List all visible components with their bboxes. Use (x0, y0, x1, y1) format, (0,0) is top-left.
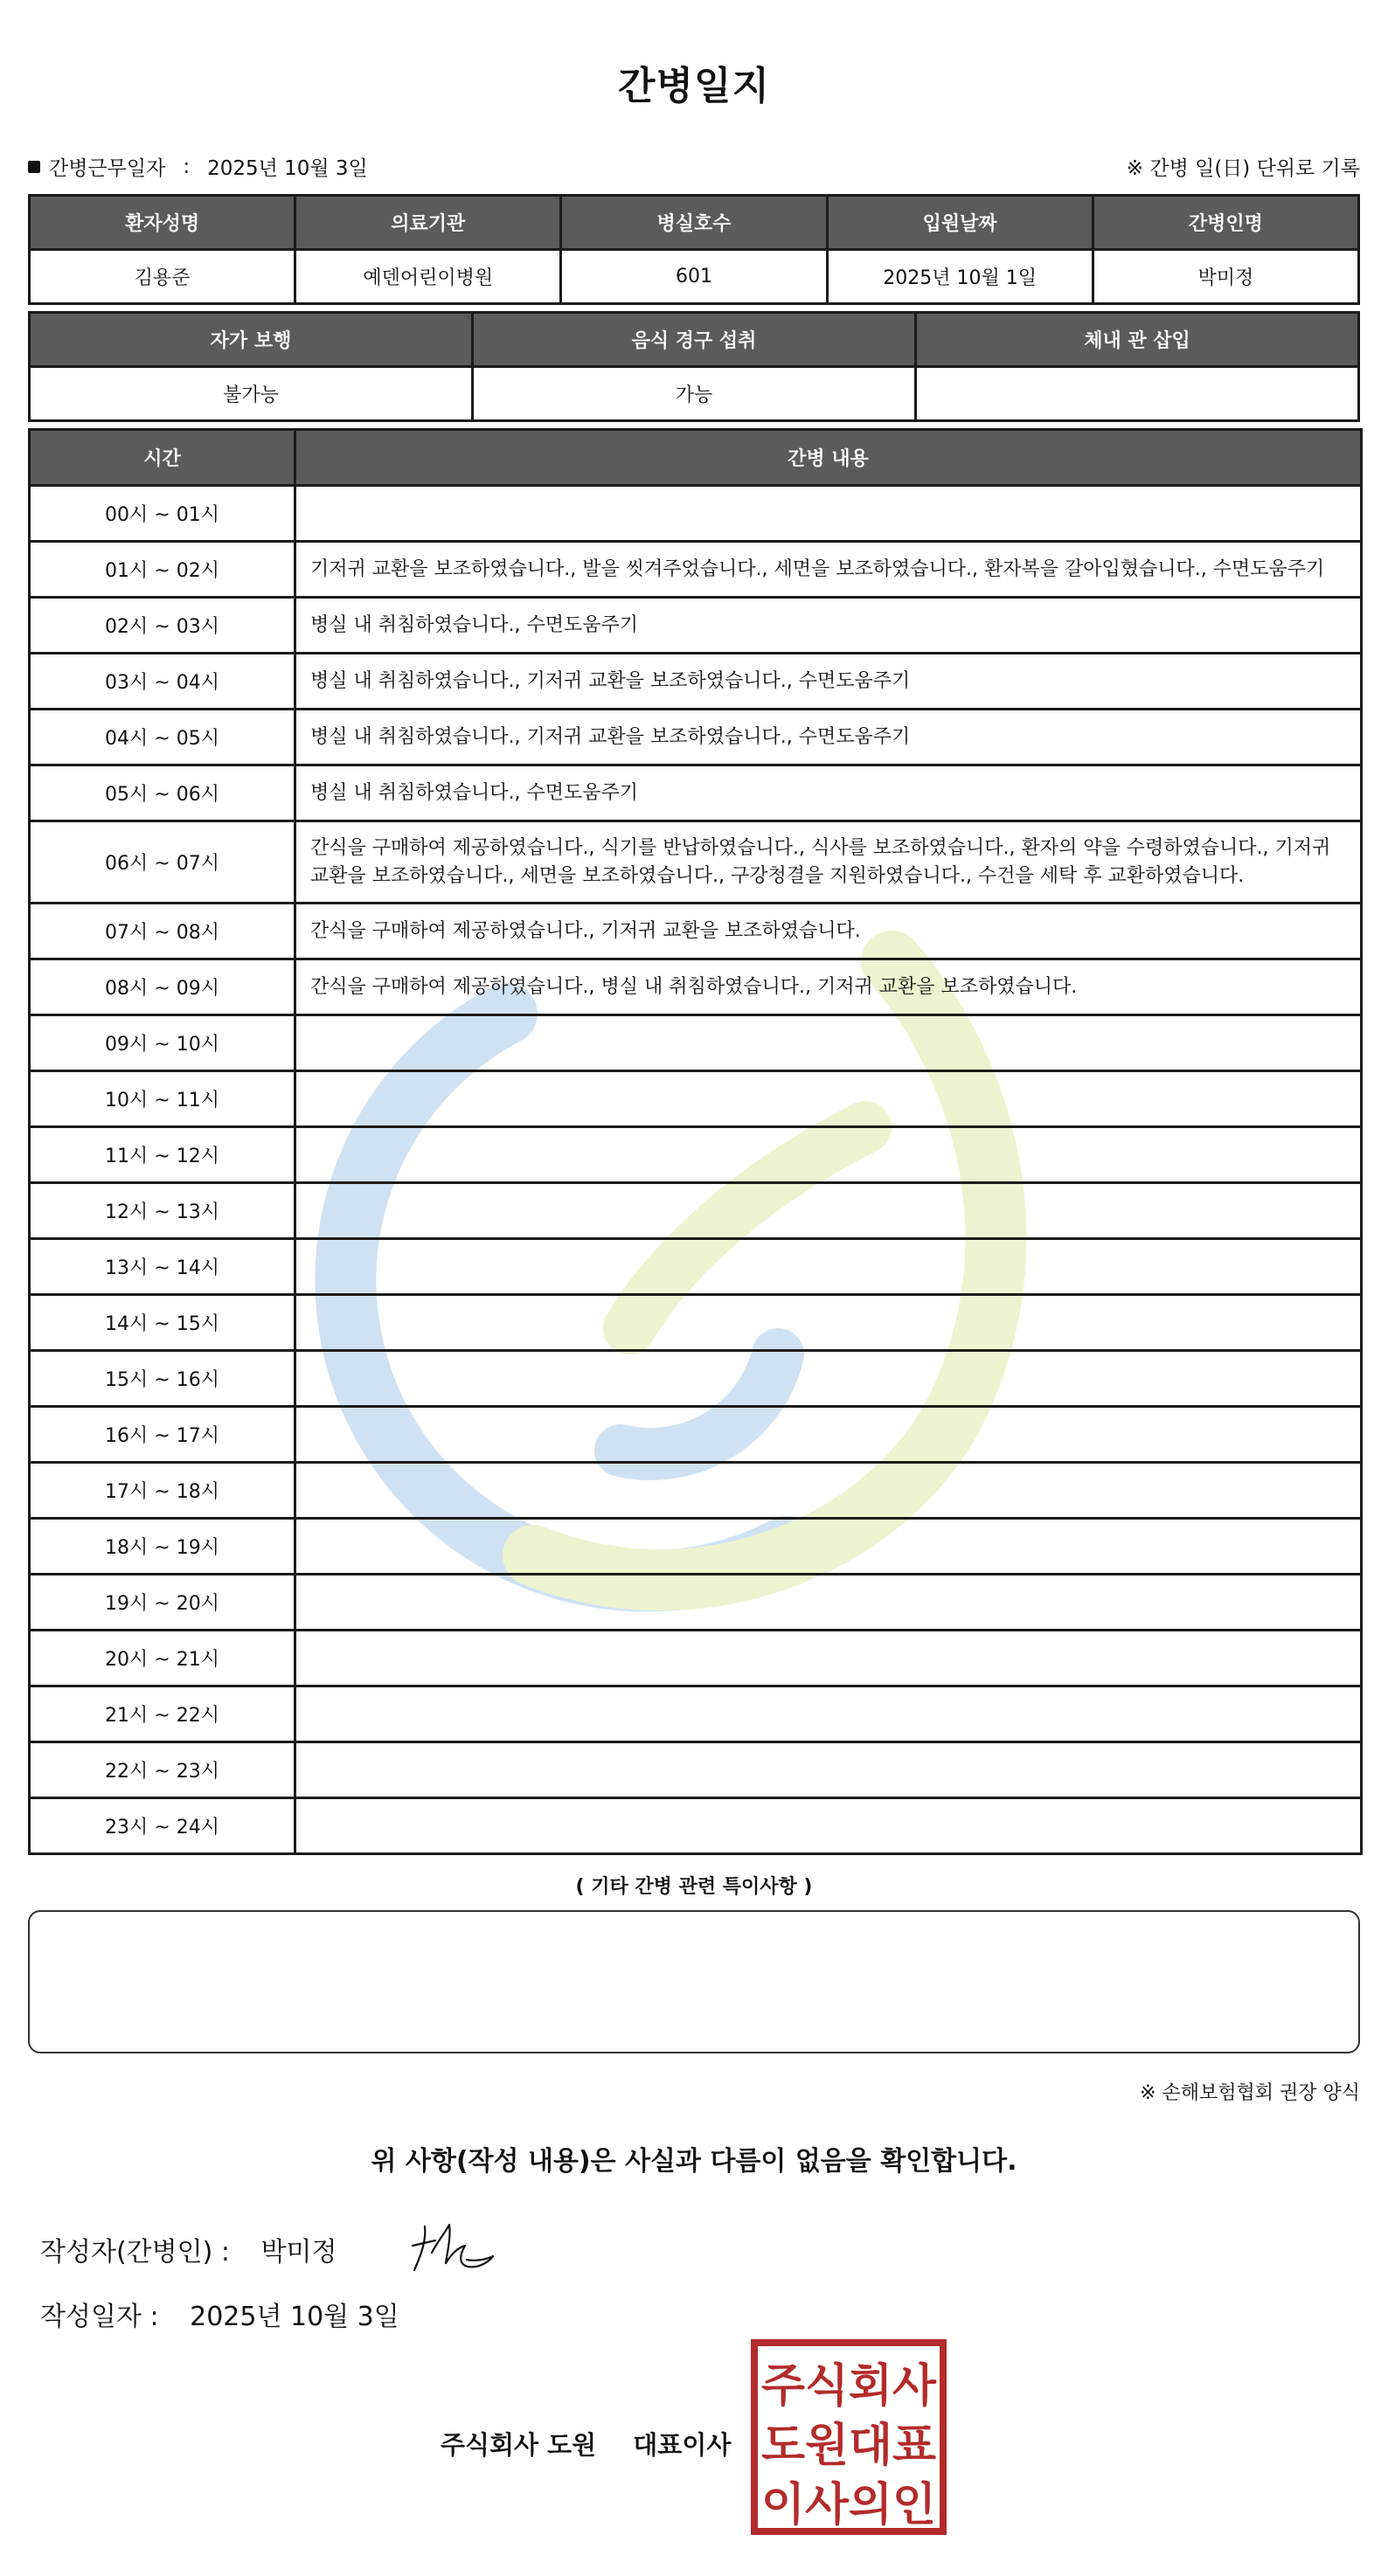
patient-info-table (28, 194, 1360, 305)
hospital-cell: 예덴어린이병원 (295, 250, 561, 304)
special-notes-label: ( 기타 간병 관련 특이사항 ) (575, 1876, 813, 1898)
care-log-content-cell (295, 1295, 1362, 1351)
special-notes-box (28, 1910, 1360, 2053)
care-log-time-cell: 13시 ~ 14시 (30, 1239, 295, 1295)
care-log-row (30, 1015, 1362, 1071)
company-seal-stamp (750, 2338, 947, 2536)
status-header-row (30, 313, 1359, 367)
header-hospital: 의료기관 (295, 196, 561, 250)
work-date-label: 간병근무일자 (49, 157, 166, 180)
care-log-row (30, 1295, 1362, 1351)
header-room: 병실호수 (561, 196, 827, 250)
care-log-content-cell (295, 1519, 1362, 1575)
care-log-time-cell: 17시 ~ 18시 (30, 1463, 295, 1519)
care-log-content-cell (295, 1183, 1362, 1239)
form-note: ※ 손해보험협회 권장 양식 (1140, 2082, 1360, 2104)
care-log-time-cell: 07시 ~ 08시 (30, 904, 295, 959)
care-log-row (30, 1127, 1362, 1183)
care-log-row (30, 1239, 1362, 1295)
care-log-row (30, 1407, 1362, 1463)
care-log-content-cell: 병실 내 취침하였습니다., 기저귀 교환을 보조하였습니다., 수면도움주기 (295, 654, 1362, 710)
care-log-row (30, 1519, 1362, 1575)
care-log-content-cell (295, 1407, 1362, 1463)
patient-info-header-row (30, 196, 1359, 250)
company-line (441, 2426, 731, 2462)
care-log-time-cell: 04시 ~ 05시 (30, 710, 295, 765)
care-log-row (30, 1071, 1362, 1127)
oral-intake-cell: 가능 (473, 367, 916, 421)
written-date-value: 2025년 10월 3일 (190, 2302, 399, 2332)
care-log-time-cell: 12시 ~ 13시 (30, 1183, 295, 1239)
care-log-row (30, 765, 1362, 821)
care-log-content-cell: 병실 내 취침하였습니다., 수면도움주기 (295, 598, 1362, 654)
care-log-time-cell: 16시 ~ 17시 (30, 1407, 295, 1463)
care-log-row (30, 821, 1362, 904)
care-log-row (30, 598, 1362, 654)
care-log-time-cell: 22시 ~ 23시 (30, 1742, 295, 1798)
care-log-time-cell: 06시 ~ 07시 (30, 821, 295, 904)
tube-insertion-cell (916, 367, 1359, 421)
care-log-time-cell: 03시 ~ 04시 (30, 654, 295, 710)
work-date-line (28, 152, 368, 181)
care-log-content-cell: 병실 내 취침하였습니다., 기저귀 교환을 보조하였습니다., 수면도움주기 (295, 710, 1362, 765)
care-log-time-cell: 18시 ~ 19시 (30, 1519, 295, 1575)
care-log-table (28, 428, 1363, 1855)
black-square-bullet-icon (28, 161, 40, 173)
care-log-content-cell: 기저귀 교환을 보조하였습니다., 발을 씻겨주었습니다., 세면을 보조하였습니다., 환자복을 갈아입혔습니다., 수면도움주기 (295, 542, 1362, 598)
care-log-time-cell: 20시 ~ 21시 (30, 1631, 295, 1686)
care-log-content-cell (295, 1463, 1362, 1519)
care-log-content-cell (295, 1686, 1362, 1742)
patient-info-value-row (30, 250, 1359, 304)
header-care-content: 간병 내용 (295, 430, 1362, 486)
care-log-content-cell (295, 1631, 1362, 1686)
walking-cell: 불가능 (30, 367, 473, 421)
care-log-time-cell: 08시 ~ 09시 (30, 959, 295, 1015)
unit-note: ※ 간병 일(日) 단위로 기록 (1126, 157, 1360, 180)
care-log-time-cell: 14시 ~ 15시 (30, 1295, 295, 1351)
care-log-time-cell: 11시 ~ 12시 (30, 1127, 295, 1183)
writer-line (40, 2230, 337, 2268)
ceo-label: 대표이사 (633, 2430, 732, 2460)
care-log-row (30, 542, 1362, 598)
care-log-time-cell: 21시 ~ 22시 (30, 1686, 295, 1742)
svg-text:이사의인: 이사의인 (761, 2479, 936, 2531)
header-time: 시간 (30, 430, 295, 486)
care-log-content-cell: 간식을 구매하여 제공하였습니다., 식기를 반납하였습니다., 식사를 보조하였습니다., 환자의 약을 수령하였습니다., 기저귀 교환을 보조하였습니다., 세면을 보조하였습니다., 구강청결을 지원하였습니다., 수건을 세탁 후 교환하였습니다. (295, 821, 1362, 904)
header-caregiver-name: 간병인명 (1093, 196, 1358, 250)
work-date-separator: : (183, 155, 191, 178)
care-log-row (30, 1351, 1362, 1407)
care-log-row (30, 1183, 1362, 1239)
care-log-content-cell (295, 1015, 1362, 1071)
care-log-row (30, 654, 1362, 710)
room-cell: 601 (561, 250, 827, 304)
confirmation-statement: 위 사항(작성 내용)은 사실과 다름이 없음을 확인합니다. (371, 2146, 1017, 2177)
care-log-row (30, 904, 1362, 959)
care-log-time-cell: 19시 ~ 20시 (30, 1575, 295, 1631)
care-log-time-cell: 01시 ~ 02시 (30, 542, 295, 598)
care-log-row (30, 1742, 1362, 1798)
care-log-content-cell (295, 1798, 1362, 1854)
care-log-content-cell (295, 1071, 1362, 1127)
care-log-row (30, 1798, 1362, 1854)
patient-status-table (28, 311, 1360, 422)
care-log-header-row (30, 430, 1362, 486)
care-log-content-cell (295, 1575, 1362, 1631)
header-patient-name: 환자성명 (30, 196, 295, 250)
care-log-content-cell: 간식을 구매하여 제공하였습니다., 기저귀 교환을 보조하였습니다. (295, 904, 1362, 959)
care-log-content-cell (295, 486, 1362, 542)
header-walking: 자가 보행 (30, 313, 473, 367)
care-log-row (30, 1631, 1362, 1686)
care-log-content-cell: 간식을 구매하여 제공하였습니다., 병실 내 취침하였습니다., 기저귀 교환을 보조하였습니다. (295, 959, 1362, 1015)
company-name: 주식회사 도원 (441, 2430, 597, 2460)
care-log-content-cell: 병실 내 취침하였습니다., 수면도움주기 (295, 765, 1362, 821)
care-log-content-cell (295, 1239, 1362, 1295)
patient-name-cell: 김용준 (30, 250, 295, 304)
written-date-label: 작성일자 : (40, 2302, 159, 2332)
header-tube-insertion: 체내 관 삽입 (916, 313, 1359, 367)
care-log-row (30, 1463, 1362, 1519)
care-log-time-cell: 15시 ~ 16시 (30, 1351, 295, 1407)
care-log-time-cell: 09시 ~ 10시 (30, 1015, 295, 1071)
care-log-row (30, 959, 1362, 1015)
written-date-line (40, 2295, 399, 2333)
care-log-time-cell: 23시 ~ 24시 (30, 1798, 295, 1854)
writer-name: 박미정 (260, 2237, 337, 2268)
care-log-content-cell (295, 1742, 1362, 1798)
svg-text:도원대표: 도원대표 (761, 2420, 936, 2472)
care-log-row (30, 1575, 1362, 1631)
care-log-row (30, 710, 1362, 765)
caregiver-name-cell: 박미정 (1093, 250, 1358, 304)
admission-date-cell: 2025년 10월 1일 (827, 250, 1093, 304)
care-log-body (30, 486, 1362, 1854)
care-log-content-cell (295, 1127, 1362, 1183)
care-log-row (30, 486, 1362, 542)
care-log-time-cell: 00시 ~ 01시 (30, 486, 295, 542)
care-log-time-cell: 10시 ~ 11시 (30, 1071, 295, 1127)
header-admission-date: 입원날짜 (827, 196, 1093, 250)
care-log-content-cell (295, 1351, 1362, 1407)
svg-text:주식회사: 주식회사 (761, 2360, 937, 2413)
care-log-time-cell: 05시 ~ 06시 (30, 765, 295, 821)
care-log-row (30, 1686, 1362, 1742)
work-date-value: 2025년 10월 3일 (207, 157, 368, 180)
writer-label: 작성자(간병인) : (40, 2237, 230, 2268)
handwritten-signature (406, 2216, 502, 2279)
status-value-row (30, 367, 1359, 421)
care-log-time-cell: 02시 ~ 03시 (30, 598, 295, 654)
page-title: 간병일지 (617, 64, 770, 108)
header-oral-intake: 음식 경구 섭취 (473, 313, 916, 367)
